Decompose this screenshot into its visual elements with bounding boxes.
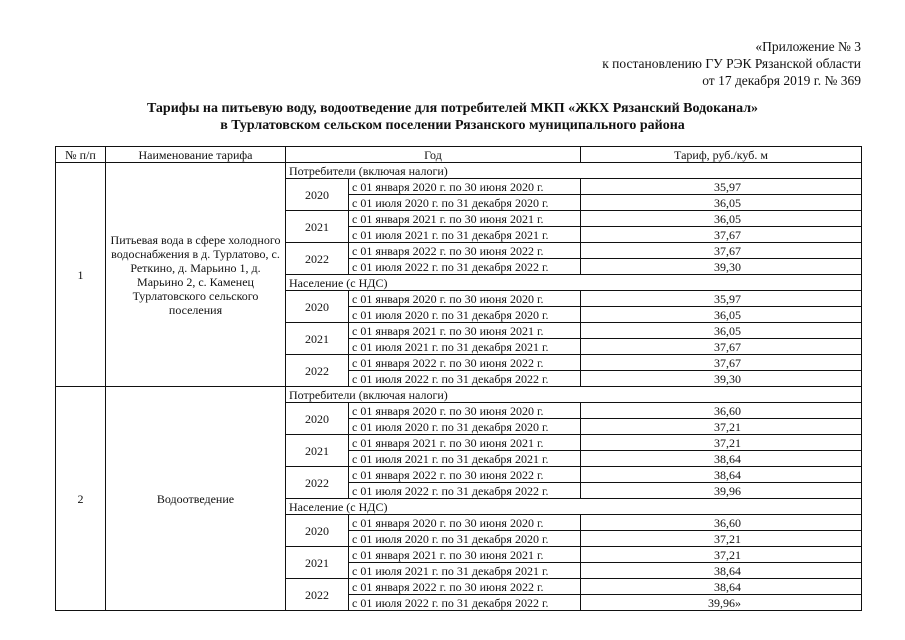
tariff-value-cell: 37,21 <box>581 547 862 563</box>
period-cell: с 01 января 2022 г. по 30 июня 2022 г. <box>349 355 581 371</box>
column-header-tariff: Тариф, руб./куб. м <box>581 147 862 163</box>
period-cell: с 01 января 2020 г. по 30 июня 2020 г. <box>349 291 581 307</box>
column-header-number: № п/п <box>56 147 106 163</box>
tariff-table <box>55 146 862 611</box>
year-cell: 2021 <box>286 547 349 579</box>
tariff-value-cell: 37,67 <box>581 243 862 259</box>
consumer-group-label: Население (с НДС) <box>286 275 862 291</box>
period-cell: с 01 июля 2022 г. по 31 декабря 2022 г. <box>349 483 581 499</box>
period-cell: с 01 июля 2022 г. по 31 декабря 2022 г. <box>349 259 581 275</box>
period-cell: с 01 января 2021 г. по 30 июня 2021 г. <box>349 547 581 563</box>
year-cell: 2020 <box>286 515 349 547</box>
period-cell: с 01 июля 2021 г. по 31 декабря 2021 г. <box>349 227 581 243</box>
tariff-value-cell: 36,60 <box>581 515 862 531</box>
period-cell: с 01 января 2022 г. по 30 июня 2022 г. <box>349 243 581 259</box>
period-cell: с 01 июля 2020 г. по 31 декабря 2020 г. <box>349 531 581 547</box>
period-cell: с 01 января 2022 г. по 30 июня 2022 г. <box>349 467 581 483</box>
period-cell: с 01 января 2022 г. по 30 июня 2022 г. <box>349 579 581 595</box>
period-cell: с 01 января 2021 г. по 30 июня 2021 г. <box>349 211 581 227</box>
tariff-value-cell: 39,30 <box>581 371 862 387</box>
title-line-2: в Турлатовском сельском поселении Рязанского муниципального района <box>220 118 685 133</box>
appendix-decree: к постановлению ГУ РЭК Рязанской области <box>602 56 861 71</box>
tariff-value-cell: 38,64 <box>581 563 862 579</box>
tariff-value-cell: 37,67 <box>581 355 862 371</box>
column-header-year: Год <box>286 147 581 163</box>
appendix-number: «Приложение № 3 <box>755 39 861 54</box>
tariff-value-cell: 35,97 <box>581 291 862 307</box>
tariff-number: 2 <box>56 387 106 611</box>
document-title <box>0 100 905 134</box>
year-cell: 2020 <box>286 179 349 211</box>
period-cell: с 01 января 2020 г. по 30 июня 2020 г. <box>349 515 581 531</box>
group-row <box>56 387 862 403</box>
tariff-value-cell: 37,21 <box>581 419 862 435</box>
tariff-value-cell: 38,64 <box>581 579 862 595</box>
tariff-table-body <box>56 163 862 611</box>
table-header-row <box>56 147 862 163</box>
year-cell: 2020 <box>286 291 349 323</box>
consumer-group-label: Население (с НДС) <box>286 499 862 515</box>
period-cell: с 01 июля 2022 г. по 31 декабря 2022 г. <box>349 595 581 611</box>
tariff-value-cell: 38,64 <box>581 467 862 483</box>
title-line-1: Тарифы на питьевую воду, водоотведение для потребителей МКП «ЖКХ Рязанский Водоканал» <box>146 101 759 116</box>
tariff-value-cell: 36,05 <box>581 195 862 211</box>
period-cell: с 01 января 2020 г. по 30 июня 2020 г. <box>349 179 581 195</box>
period-cell: с 01 июля 2021 г. по 31 декабря 2021 г. <box>349 339 581 355</box>
column-header-name: Наименование тарифа <box>106 147 286 163</box>
tariff-value-cell: 36,60 <box>581 403 862 419</box>
period-cell: с 01 января 2020 г. по 30 июня 2020 г. <box>349 403 581 419</box>
tariff-value-cell: 37,21 <box>581 435 862 451</box>
tariff-value-cell: 39,30 <box>581 259 862 275</box>
period-cell: с 01 июля 2021 г. по 31 декабря 2021 г. <box>349 451 581 467</box>
period-cell: с 01 июля 2021 г. по 31 декабря 2021 г. <box>349 563 581 579</box>
period-cell: с 01 января 2021 г. по 30 июня 2021 г. <box>349 323 581 339</box>
year-cell: 2022 <box>286 467 349 499</box>
period-cell: с 01 июля 2020 г. по 31 декабря 2020 г. <box>349 307 581 323</box>
year-cell: 2021 <box>286 323 349 355</box>
period-cell: с 01 июля 2020 г. по 31 декабря 2020 г. <box>349 419 581 435</box>
tariff-value-cell: 36,05 <box>581 211 862 227</box>
year-cell: 2020 <box>286 403 349 435</box>
period-cell: с 01 июля 2020 г. по 31 декабря 2020 г. <box>349 195 581 211</box>
year-cell: 2022 <box>286 579 349 611</box>
tariff-value-cell: 36,05 <box>581 323 862 339</box>
period-cell: с 01 июля 2022 г. по 31 декабря 2022 г. <box>349 371 581 387</box>
group-row <box>56 163 862 179</box>
appendix-header <box>602 38 861 89</box>
tariff-name: Питьевая вода в сфере холодного водоснабжения в д. Турлатово, с. Реткино, д. Марьино 1, д. Марьино 2, с. Каменец Турлатовского сельского поселения <box>106 163 286 387</box>
period-cell: с 01 января 2021 г. по 30 июня 2021 г. <box>349 435 581 451</box>
tariff-value-cell: 35,97 <box>581 179 862 195</box>
tariff-name: Водоотведение <box>106 387 286 611</box>
tariff-value-cell: 39,96» <box>581 595 862 611</box>
year-cell: 2022 <box>286 355 349 387</box>
tariff-value-cell: 37,67 <box>581 227 862 243</box>
tariff-value-cell: 37,67 <box>581 339 862 355</box>
tariff-value-cell: 37,21 <box>581 531 862 547</box>
year-cell: 2021 <box>286 211 349 243</box>
tariff-value-cell: 36,05 <box>581 307 862 323</box>
consumer-group-label: Потребители (включая налоги) <box>286 387 862 403</box>
year-cell: 2021 <box>286 435 349 467</box>
consumer-group-label: Потребители (включая налоги) <box>286 163 862 179</box>
tariff-value-cell: 38,64 <box>581 451 862 467</box>
tariff-value-cell: 39,96 <box>581 483 862 499</box>
year-cell: 2022 <box>286 243 349 275</box>
appendix-date: от 17 декабря 2019 г. № 369 <box>702 73 861 88</box>
tariff-number: 1 <box>56 163 106 387</box>
